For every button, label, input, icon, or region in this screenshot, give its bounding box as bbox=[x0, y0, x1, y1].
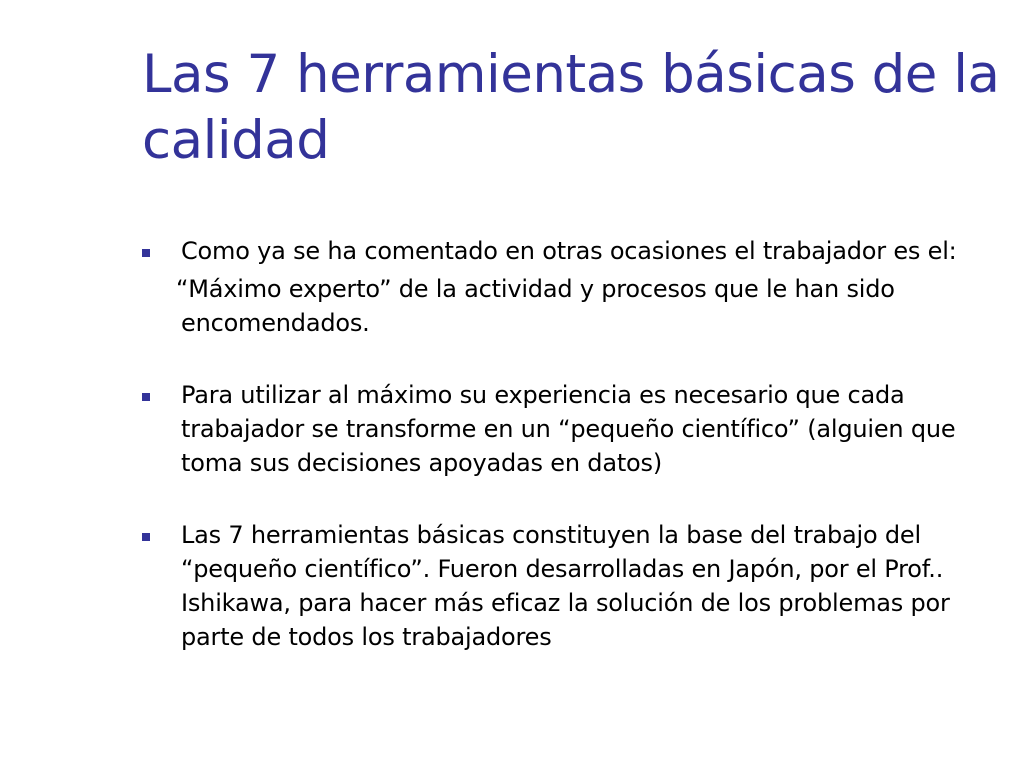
bullet-text-3: Las 7 herramientas básicas constituyen la base del trabajo del “pequeño científico”. Fueron desarrolladas en Japón, por el Prof.. Ishikawa, para hacer más eficaz la solución de los problemas por parte de todos los trabajadores bbox=[181, 521, 950, 651]
bullet-text-1: Como ya se ha comentado en otras ocasiones el trabajador es el: bbox=[181, 237, 957, 265]
bullet-subtext-1: “Máximo experto” de la actividad y procesos que le han sido encomendados. bbox=[176, 275, 895, 337]
square-bullet-icon bbox=[142, 249, 150, 257]
bullet-item-1 bbox=[0, 234, 971, 268]
slide-body bbox=[0, 234, 1024, 654]
bullet-item-3 bbox=[0, 518, 971, 654]
square-bullet-icon bbox=[142, 393, 150, 401]
bullet-text-2: Para utilizar al máximo su experiencia es necesario que cada trabajador se transforme en un “pequeño científico” (alguien que toma sus decisiones apoyadas en datos) bbox=[181, 381, 956, 477]
spacer bbox=[0, 480, 1024, 518]
slide-title: Las 7 herramientas básicas de la calidad bbox=[142, 44, 1000, 171]
square-bullet-icon bbox=[142, 533, 150, 541]
spacer bbox=[0, 340, 1024, 378]
bullet-item-2 bbox=[0, 378, 971, 480]
